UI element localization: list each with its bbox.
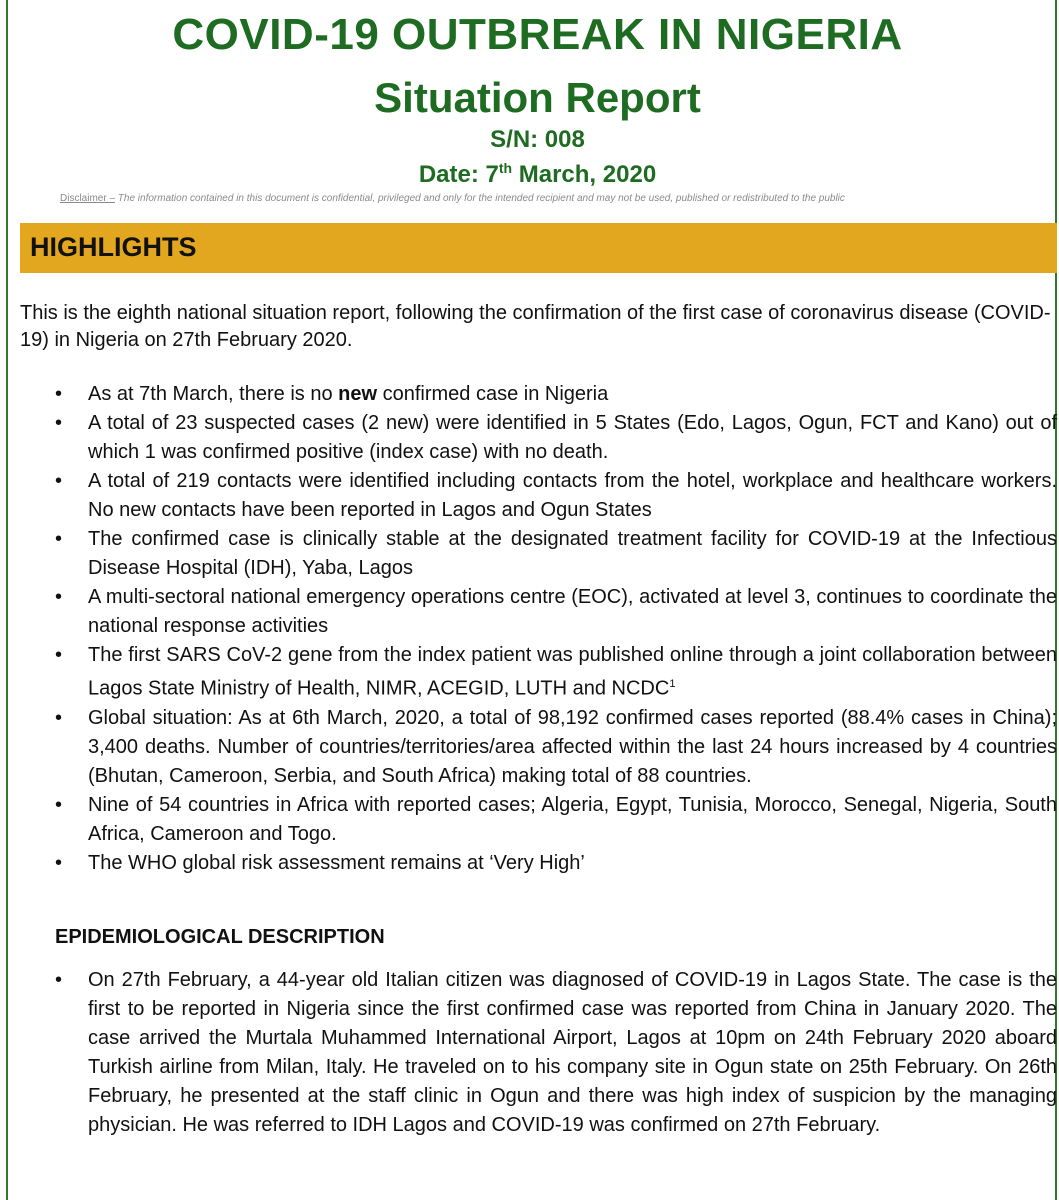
bullet-text: The first SARS CoV-2 gene from the index patient was published online through a joint collaboration between Lagos State Ministry of Health, NIMR, ACEGID, LUTH and NCDC xyxy=(88,644,1057,700)
intro-paragraph: This is the eighth national situation report, following the confirmation of the first case of coronavirus disease (COVID-19) in Nigeria on 27th February 2020. xyxy=(20,302,1051,351)
list-item xyxy=(0,380,1059,409)
bullet-dot: • xyxy=(55,586,63,608)
list-item xyxy=(0,583,1059,641)
highlights-banner xyxy=(20,223,1057,273)
bullet-text: The WHO global risk assessment remains at ‘Very High’ xyxy=(88,851,585,874)
bullet-dot: • xyxy=(55,793,63,816)
list-item xyxy=(0,525,1059,583)
disclaimer-label: Disclaimer – xyxy=(60,193,116,204)
highlights-list xyxy=(0,380,1059,878)
epidemiological-heading: EPIDEMIOLOGICAL DESCRIPTION xyxy=(55,926,385,948)
bullet-text: A total of 23 suspected cases (2 new) were identified in 5 States (Edo, Lagos, Ogun, FCT and Kano) out of which 1 was confirmed positive (index case) with no death. xyxy=(88,412,1057,463)
report-title: COVID-19 OUTBREAK IN NIGERIA xyxy=(172,10,903,59)
report-subtitle: Situation Report xyxy=(374,74,701,121)
epidemiology-list xyxy=(0,966,1059,1140)
list-item xyxy=(0,704,1059,791)
footnote-marker: 1 xyxy=(669,678,676,690)
bullet-text: confirmed case in Nigeria xyxy=(377,383,609,405)
list-item xyxy=(0,409,1059,467)
list-item xyxy=(0,791,1059,849)
bullet-text: The confirmed case is clinically stable at the designated treatment facility for COVID-19 at the Infectious Disease Hospital (IDH), Yaba, Lagos xyxy=(88,528,1057,579)
bullet-text: A multi-sectoral national emergency operations centre (EOC), activated at level 3, continues to coordinate the national response activities xyxy=(88,586,1057,637)
bullet-dot: • xyxy=(55,470,63,492)
list-item xyxy=(0,966,1059,1140)
list-item xyxy=(0,849,1059,878)
bullet-dot: • xyxy=(55,969,63,991)
bullet-text: Nine of 54 countries in Africa with reported cases; Algeria, Egypt, Tunisia, Morocco, Senegal, Nigeria, South Africa, Cameroon and Togo. xyxy=(88,793,1057,845)
bullet-dot: • xyxy=(55,383,63,405)
bullet-text: As at 7th March, there is no xyxy=(88,383,339,405)
bullet-dot: • xyxy=(55,528,63,550)
disclaimer-text: The information contained in this document is confidential, privileged and only for the intended recipient and may not be used, published or redistributed to the public xyxy=(115,193,845,204)
bullet-dot: • xyxy=(55,644,63,666)
date-ordinal: th xyxy=(498,160,513,176)
bullet-dot: • xyxy=(55,412,63,434)
disclaimer xyxy=(60,193,1000,204)
list-item xyxy=(0,467,1059,525)
date-rest: March, 2020 xyxy=(512,161,657,188)
bullet-dot: • xyxy=(55,851,63,874)
list-item xyxy=(0,641,1059,704)
date-prefix: Date: 7 xyxy=(418,161,499,188)
report-date xyxy=(0,160,1059,189)
bullet-text: On 27th February, a 44-year old Italian citizen was diagnosed of COVID-19 in Lagos State. The case is the first to be reported in Nigeria since the first confirmed case was reported from China in January 2020. The case arrived the Murtala Muhammed International Airport, Lagos at 10pm on 24th February 2020 aboard Turkish airline from Milan, Italy. He traveled on to his company site in Ogun state on 25th February. On 26th February, he presented at the staff clinic in Ogun and there was high index of suspicion by the managing physician. He was referred to IDH Lagos and COVID-19 was confirmed on 27th February. xyxy=(88,969,1057,1136)
bullet-text: A total of 219 contacts were identified including contacts from the hotel, workplace and healthcare workers. No new contacts have been reported in Lagos and Ogun States xyxy=(88,470,1057,521)
highlights-heading: HIGHLIGHTS xyxy=(30,232,197,262)
bullet-emphasis: new xyxy=(338,383,378,405)
bullet-text: Global situation: As at 6th March, 2020, a total of 98,192 confirmed cases reported (88.4% cases in China); 3,400 deaths. Number of countries/territories/area affected within the last 24 hours increased by 4 countries (Bhutan, Cameroon, Serbia, and South Africa) making total of 88 countries. xyxy=(88,706,1057,787)
serial-number: S/N: 008 xyxy=(490,126,585,153)
bullet-dot: • xyxy=(55,706,63,729)
